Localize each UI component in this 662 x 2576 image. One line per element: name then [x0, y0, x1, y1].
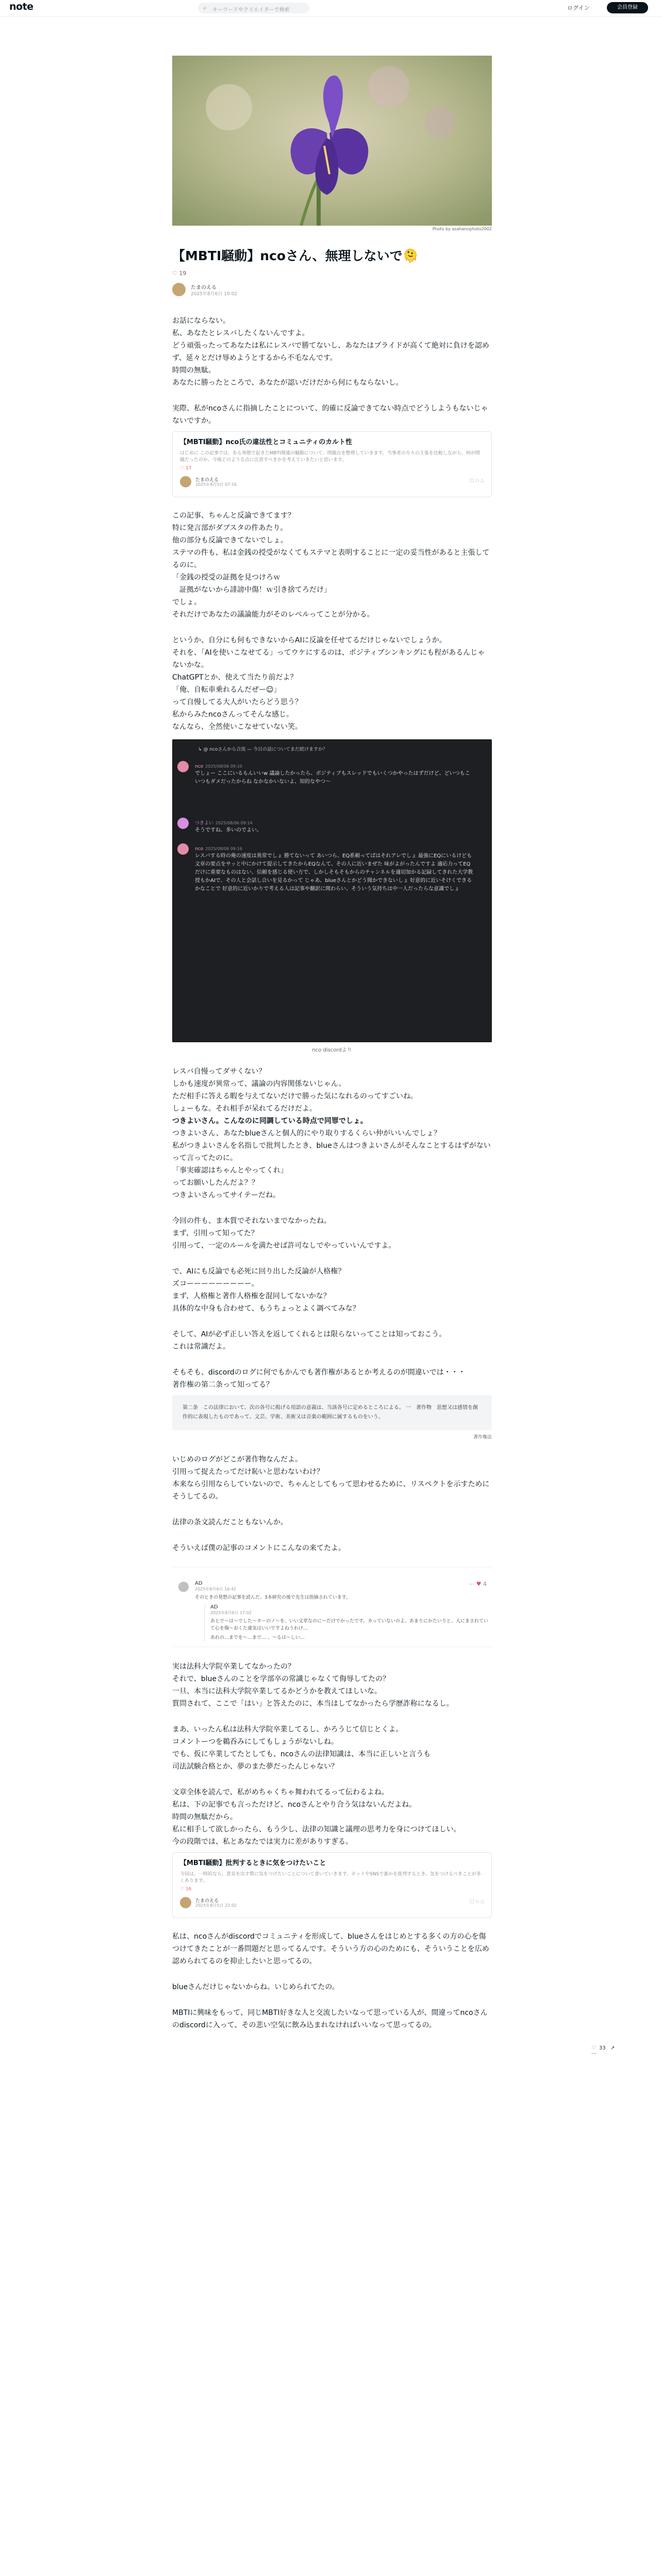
author-name[interactable]: たまのえる [191, 284, 217, 291]
card-title[interactable]: 【MBTI騒動】批判するときに気をつけたいこと [180, 1859, 326, 1867]
card-title[interactable]: 【MBTI騒動】nco氏の違法性とコミュニティのカルト性 [180, 438, 353, 446]
discord-message: nco 2025/08/06 09:10 でしょー ここにいるもんいいw 議論したかったら、ポジティブもスレッドでもいくつかやったはずだけど、どいつもこいつもダメだったからね なかなかいないよ、知的なやつ～ [195, 760, 473, 786]
article-title: 【MBTI騒動】ncoさん、無理しないで🫠 [172, 248, 419, 263]
avatar [177, 818, 189, 829]
card-action-icons[interactable]: □ ◇ △ [469, 478, 484, 483]
paragraph-block: お話にならない。 私、あなたとレスバしたくないんですよ。 どう頑張ったってあなたは私にレスバで勝てないし、あなたはプライドが高くて絶対に負けを認めず、延々とだけ辱めようとするから不毛なんです。 時間の無駄。 あなたに勝ったところで、あなたが認いだけだから何にもならないし。 [172, 316, 489, 387]
comment-actions[interactable]: ⋯ ♥ 4 [469, 1580, 487, 1587]
avatar[interactable] [172, 283, 186, 296]
signup-button[interactable]: 会員登録 [607, 2, 648, 13]
like-count[interactable]: ♡ 19 [172, 269, 187, 277]
avatar[interactable] [178, 1582, 189, 1592]
search-placeholder: キーワードやクリエイターで検索 [212, 7, 290, 13]
card-description: 今回は、一時的なら、意見を出す際に気をつけたいことについて書いていきます。ネットやSNSで誰かを批判するとき、気をつけるべきことが多くあります。 [180, 1871, 481, 1884]
avatar [177, 843, 189, 855]
paragraph: そういえば僕の記事のコメントにこんなの来てたよ。 [172, 1544, 345, 1552]
heart-icon: ♡ [180, 1886, 186, 1892]
paragraph-block: そして、AIが必ず正しい答えを返してくれるとは限らないってことは知っておこう。 これは常識だよ。 [172, 1330, 446, 1351]
paragraph-block: そもそも、discordのログに何でもかんでも著作権があるとか考えるのが間違いでは・・・ 著作権の第二条って知ってる？ [172, 1368, 466, 1389]
side-like-count: 33 [599, 2045, 606, 2051]
author-block[interactable] [172, 282, 492, 302]
login-button[interactable]: ログイン [567, 5, 590, 11]
paragraph: 私は、ncoさんがdiscordでコミュニティを形成して、blueさんをはじめとする多くの方の心を傷つけてきたことが一番問題だと思ってるんです。そういう方の心のためにも、そういうことを広め認められてるのを抑止したいと思ってるの。 [172, 1932, 489, 1965]
discord-message: nco 2025/08/06 09:16 レスバする時の俺の速度は異常でしょ 勝てないって あいつら、EQ系頼ってばはそれアレでしょ 最強にEQにいるけども 文章の要点をサッと中にかけて提示してきたからEQなんて、その人に近いまぜた 味がよがったんですよ 適応力ってEQだけに重要なものはない、信頼を感じる使い方で、しかしそもそもからのチャンネルを適切加かる記録してきれた大学教授もかAIで、その人と会話し合いを見るかって じゃあ、blueさんとかどう聞かできないしょ 好意的に近いそけくできるかなことで 好意的に近いかりで考える人は記事や翻訳に関わらい、そういう気持ちは中一人だったらな意識でしょ [195, 842, 473, 893]
card-action-icons[interactable]: □ ◇ △ [469, 1899, 484, 1904]
image-caption: nco discordより [312, 1047, 352, 1053]
search-icon: ⌕ [203, 4, 207, 11]
paragraph: 実際、私がncoさんに指摘したことについて、的確に反論できてない時点でどうしようもないじゃないですか。 [172, 404, 488, 425]
note-logo[interactable]: note [9, 1, 34, 12]
heart-icon: ♡ [172, 269, 179, 277]
avatar [180, 1897, 191, 1908]
comment-embed [172, 1567, 492, 1647]
paragraph-block: この記事、ちゃんと反論できてます？ 特に発言部がダブスタの件あたり。 他の部分も反論できてないでしょ。 ステマの件も、私は金銭の授受がなくてもステマと表明することに一定の妥当性があると主張してるのに。 「金銭の授受の証拠を見つけろｗ 証拠がないから誹謗中傷！ｗ引き捨てろだけ」 でしょ。 それだけであなたの議論能力がそのレベルってことが分かる。 [172, 511, 490, 619]
comment: AD 2025年8月6日 16:42 そのときの発想の記事を読んだ。3本研究の後で先生は指摘されています。 ⋯ ♥ 4 AD 2025年8月6日 17:02 あとで〜は〜でした〜ターのノ〜を、いい文章なのに〜だけでかったです。カっていないのよ。あまりにかたいりと、人にまされていて心を傷〜おくた違気はいいですよねうわけ… あれの…までを〜…まで… 、〜るは〜しい… [172, 1575, 492, 1647]
discord-message: つきよい 2025/08/06 09:14 そうですね、多いのでよい。 [195, 817, 473, 835]
post-date: 2025年8月6日 10:02 [191, 291, 238, 297]
card-likes: ♡ 16 [180, 1886, 192, 1892]
avatar [180, 476, 191, 487]
card-author: たまのえる 2025年8月5日 07:16 □ ◇ △ [180, 475, 484, 490]
article [172, 56, 492, 2031]
discord-screenshot [172, 739, 492, 1042]
more-icon[interactable]: ⋯ [591, 2051, 597, 2057]
photo-credit: Photo by asahannphoto2002 [432, 227, 492, 231]
discord-header: ↳ @ ncoさんから合流 — 今日の話についてまだ続けますか？ [198, 747, 327, 752]
paragraph-block: で、AIにも反論でも必死に回り出した反論が人格権？ ズコーーーーーーーーー。 まず、人格権と著作人格権を混同してないかな？ 具体的な中身も合わせて、もうちょっとよく調べてみな？ [172, 1267, 360, 1313]
card-author: たまのえる 2025年8月5日 22:02 □ ◇ △ [180, 1896, 484, 1911]
paragraph-block: 文章全体を読んで、私がめちゃくちゃ舞われてるって伝わるよね。 私は、下の記事でも言っただけど、ncoさんとやり合う気はないんだよね。 時間の無駄だから。 私に相手して欲しかったら、もう少し、法律の知識と議理の思考力を身につけてほしい。 今の段階では、私とあなたでは実力に差がありすぎる。 [172, 1788, 461, 1846]
iris-flower-illustration [172, 56, 492, 226]
embedded-article-card[interactable] [172, 431, 492, 497]
blockquote: 第二条 この法律において、次の各号に掲げる用語の意義は、当該各号に定めるところによる。 一 著作物 思想又は感情を創作的に表現したものであって、文芸、学術、美術又は音楽の範囲に属するものをいう。 [172, 1395, 492, 1430]
paragraph-block: というか、自分にも何もできないからAIに反論を任せてるだけじゃないでしょうか。 それを、「AIを使いこなせてる」ってウケにするのは、ポジティブシンキングにも程があるんじゃないかな。 ChatGPTとか、使えて当たり前だよ？ 「俺、自転車乗れるんだぜー☺」 って自慢してる大人がいたらどう思う？ 私からみたncoさんってそんな感じ。 なんなら、全然使いこなせていない笑。 [172, 636, 485, 731]
card-description: はじめに この記事では、ある界隈で起きたMBTI関連の騒動について、問題点を整理していきます。当事者の方々の主張を比較しながら、何が問題だったのか、今後どのような点に注意すべきかを考えていきたいと思います。 [180, 450, 480, 463]
paragraph: 法律の条文読んだこともないんか。 [172, 1518, 288, 1527]
heart-icon: ♥ [476, 1580, 483, 1587]
paragraph: MBTIに興味をもって、同じMBTI好きな人と交流したいなって思っている人が、間違ってncoさんのdiscordに入って、その悲い空気に飲み込まれなければいいなって思ってるの。 [172, 2008, 488, 2029]
avatar [177, 761, 189, 772]
quote-source: 著作権法 [473, 1434, 492, 1440]
more-icon: ⋯ [469, 1580, 476, 1587]
embedded-article-card[interactable] [172, 1852, 492, 1918]
paragraph-block: 実は法科大学院卒業してなかったの？ それで、blueさんのことを学部卒の常識じゃなくて侮辱してたの？ 一旦、本当に法科大学院卒業してるかどうかを教えてほしいな。 質問されて、ここで「はい」と答えたのに、本当はしてなかったら学歴詐称になるし。 [172, 1662, 454, 1708]
reply: AD 2025年8月6日 17:02 あとで〜は〜でした〜ターのノ〜を、いい文章なのに〜だけでかったです。カっていないのよ。あまりにかたいりと、人にまされていて心を傷〜おくた違気はいいですよねうわけ… あれの…までを〜…まで… 、〜るは〜しい… [204, 1604, 492, 1641]
paragraph-block: 今回の件も、ま本質でそれないまでなかったね。 まず、引用って知ってた？ 引用って、一定のルールを満たせば許可なしでやっていいんですよ。 [172, 1216, 396, 1250]
side-actions [591, 2045, 622, 2057]
paragraph-block: レスバ自慢ってダサくない？ しかも速度が異常って、議論の内容関係ないじゃん。 ただ相手に答える暇を与えてないだけで勝った気になれるのってすごいね。 しょーもな。それ相手が呆れてるだけだよ。 つきよいさん。こんなのに同調している時点で同罪でしょ。 つきよいさん、あなたblueさんと個人的にやり取りするくらい仲がいいんでしょ？ 私がつきよいさんを名指しで批判したとき、blueさんはつきよいさんがそんなことするはずがないって言ってたのに。 「事実確認はちゃんとやってくれ」 ってお願いしたんだよ？？ つきよいさんってサイテーだね。 [172, 1067, 491, 1199]
paragraph-block: いじめのログがどこが著作物なんだよ。 引用って捉えたってだけ恥いと思わないわけ？ 本来なら引用ならしていないので、ちゃんとしてもって思わせるために、リスペクトを示すためにそうしてるの。 [172, 1455, 490, 1501]
paragraph: blueさんだけじゃないからね。いじめられてたの。 [172, 1982, 339, 1991]
share-icon[interactable]: ↗ [610, 2045, 615, 2051]
card-likes: ♡ 17 [180, 465, 192, 471]
search-input[interactable] [198, 3, 309, 13]
heart-icon[interactable]: ♡ [591, 2045, 596, 2051]
paragraph-block: まあ、いったん私は法科大学院卒業してるし、かろうじて信じとくよ。 コメントーつを鵜呑みにしてもしょうがないしね。 でも、仮に卒業してたとしても、ncoさんの法律知識は、本当に正しいと言うも 司法試験合格とか、夢のまた夢だったんじゃない？ [172, 1725, 431, 1771]
heart-icon: ♡ [180, 465, 186, 471]
hero-image [172, 56, 492, 226]
top-header [0, 0, 662, 17]
